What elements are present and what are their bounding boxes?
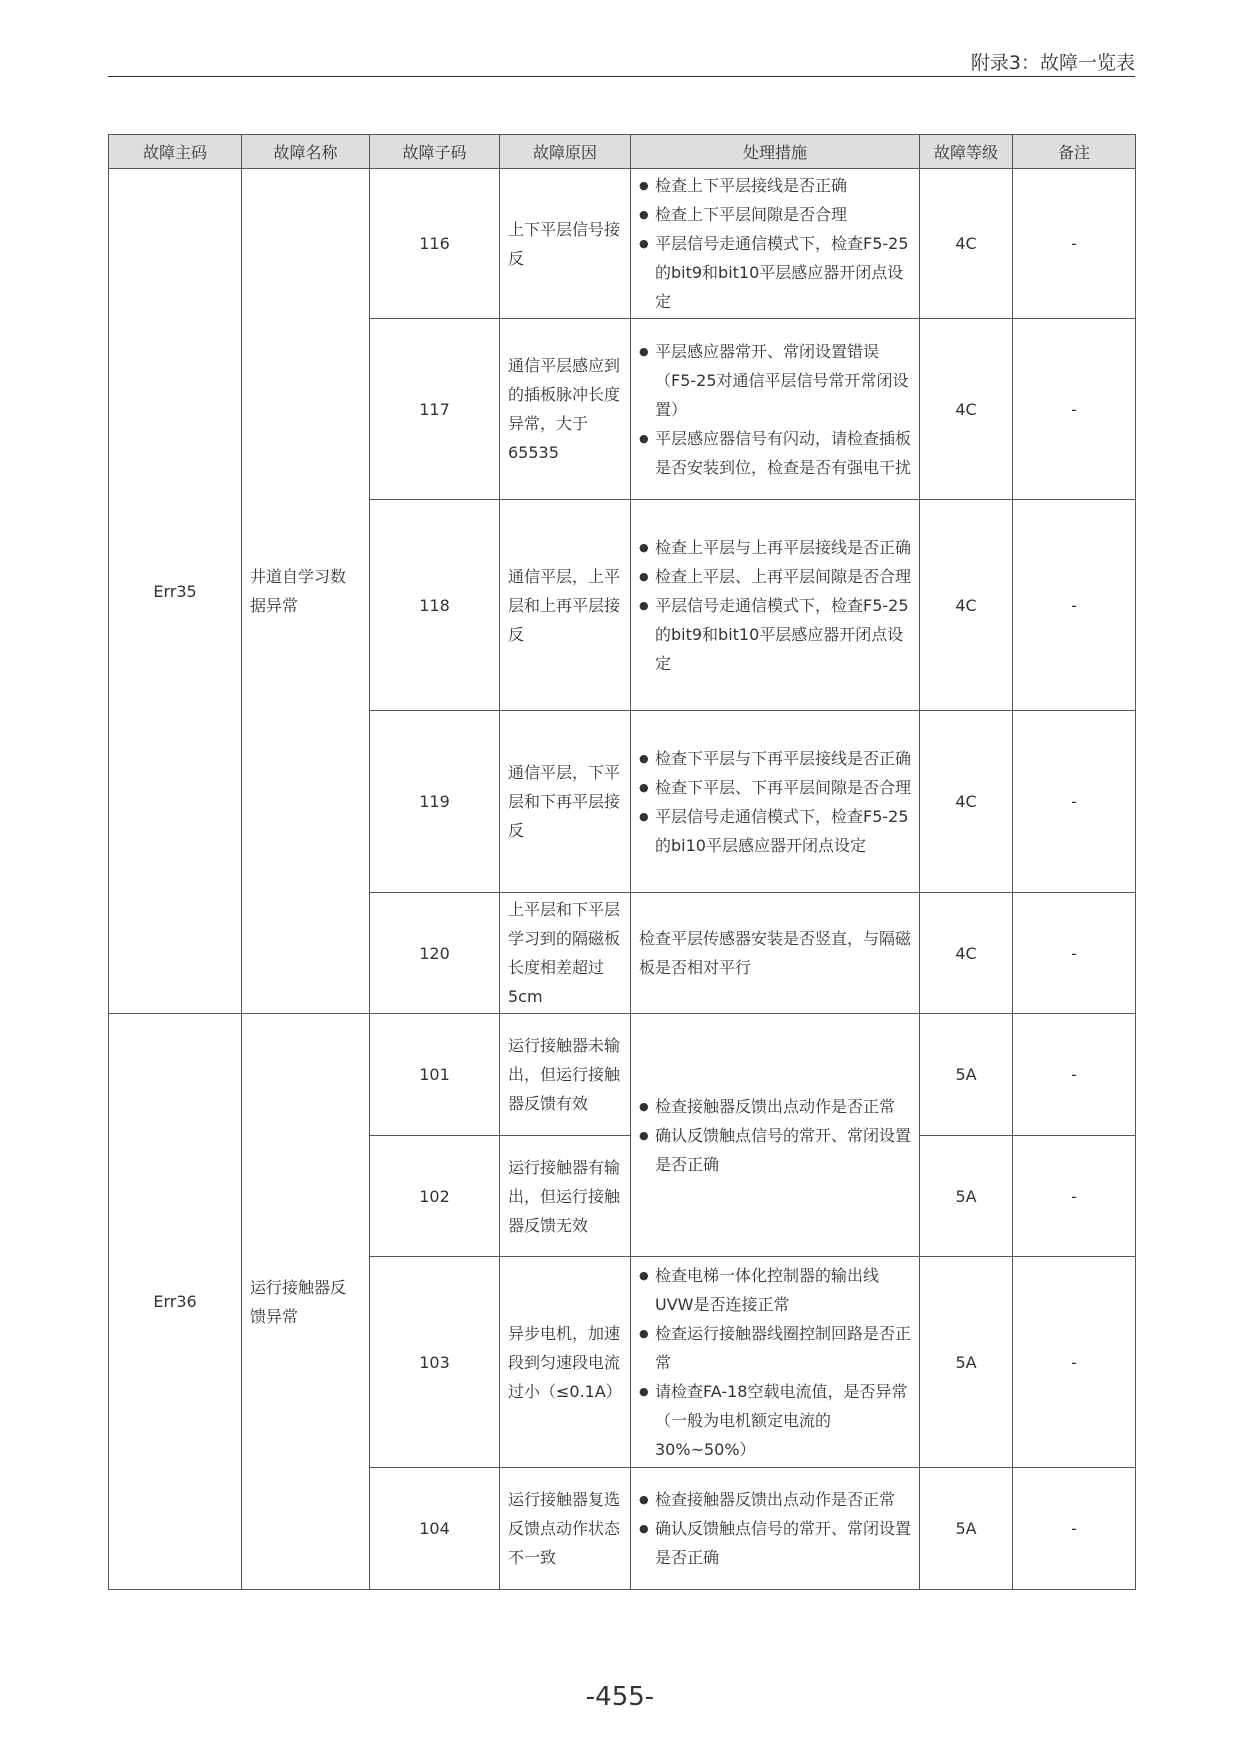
measures-cell [631, 169, 920, 319]
measures-cell [631, 319, 920, 500]
measure-item: ● 请检查FA-18空载电流值，是否异常（一般为电机额定电流的30%~50%） [639, 1377, 911, 1464]
measures-list [639, 171, 911, 316]
measure-item: ● 平层信号走通信模式下，检查F5-25的bit9和bit10平层感应器开闭点设定 [639, 591, 911, 678]
fault-name-cell: 运行接触器反馈异常 [242, 1014, 370, 1590]
measures-cell [631, 1468, 920, 1590]
table-row [109, 169, 1136, 319]
measures-cell [631, 1257, 920, 1468]
cause-cell: 通信平层，上平层和上再平层接反 [500, 500, 631, 711]
measure-item: ● 检查接触器反馈出点动作是否正常 [639, 1485, 911, 1514]
level-cell: 4C [920, 711, 1013, 893]
measure-item: ● 检查电梯一体化控制器的输出线UVW是否连接正常 [639, 1261, 911, 1319]
remark-cell: - [1013, 1468, 1136, 1590]
measures-cell [631, 711, 920, 893]
measure-item: ● 检查下平层、下再平层间隙是否合理 [639, 773, 911, 802]
measure-item: ● 平层感应器常开、常闭设置错误（F5-25对通信平层信号常开常闭设置） [639, 337, 911, 424]
measure-item: ● 平层信号走通信模式下，检查F5-25的bi10平层感应器开闭点设定 [639, 802, 911, 860]
remark-cell: - [1013, 1257, 1136, 1468]
measure-item: ● 确认反馈触点信号的常开、常闭设置是否正确 [639, 1121, 911, 1179]
measures-cell: 检查平层传感器安装是否竖直，与隔磁板是否相对平行 [631, 893, 920, 1014]
sub-code-cell: 118 [370, 500, 500, 711]
measures-list [639, 533, 911, 678]
page-number: -455- [585, 1682, 655, 1712]
level-cell: 4C [920, 169, 1013, 319]
remark-cell: - [1013, 1014, 1136, 1136]
remark-cell: - [1013, 711, 1136, 893]
measure-item: ● 检查运行接触器线圈控制回路是否正常 [639, 1319, 911, 1377]
cause-cell: 通信平层，下平层和下再平层接反 [500, 711, 631, 893]
remark-cell: - [1013, 169, 1136, 319]
cause-cell: 运行接触器有输出，但运行接触器反馈无效 [500, 1136, 631, 1257]
header-measures: 处理措施 [631, 135, 920, 169]
sub-code-cell: 103 [370, 1257, 500, 1468]
cause-cell: 运行接触器未输出，但运行接触器反馈有效 [500, 1014, 631, 1136]
measures-cell [631, 1014, 920, 1257]
measure-item: ● 检查上平层与上再平层接线是否正确 [639, 533, 911, 562]
main-code-cell: Err35 [109, 169, 242, 1014]
header-remark: 备注 [1013, 135, 1136, 169]
measures-list [639, 337, 911, 482]
sub-code-cell: 101 [370, 1014, 500, 1136]
remark-cell: - [1013, 319, 1136, 500]
measures-list [639, 1092, 911, 1179]
cause-cell: 异步电机，加速段到匀速段电流过小（≤0.1A） [500, 1257, 631, 1468]
sub-code-cell: 116 [370, 169, 500, 319]
cause-cell: 运行接触器复选反馈点动作状态不一致 [500, 1468, 631, 1590]
sub-code-cell: 119 [370, 711, 500, 893]
measures-list [639, 1485, 911, 1572]
measures-list [639, 744, 911, 860]
measure-item: ● 检查上下平层接线是否正确 [639, 171, 911, 200]
table-row [109, 1014, 1136, 1136]
cause-cell: 上平层和下平层学习到的隔磁板长度相差超过5cm [500, 893, 631, 1014]
level-cell: 5A [920, 1014, 1013, 1136]
remark-cell: - [1013, 500, 1136, 711]
remark-cell: - [1013, 1136, 1136, 1257]
cause-cell: 上下平层信号接反 [500, 169, 631, 319]
measures-list [639, 1261, 911, 1464]
header-divider [108, 76, 1135, 77]
sub-code-cell: 102 [370, 1136, 500, 1257]
level-cell: 4C [920, 319, 1013, 500]
measure-item: ● 平层感应器信号有闪动，请检查插板是否安装到位，检查是否有强电干扰 [639, 424, 911, 482]
measure-item: ● 检查下平层与下再平层接线是否正确 [639, 744, 911, 773]
header-cause: 故障原因 [500, 135, 631, 169]
remark-cell: - [1013, 893, 1136, 1014]
measure-item: ● 检查上平层、上再平层间隙是否合理 [639, 562, 911, 591]
table-header-row [109, 135, 1136, 169]
header-sub-code: 故障子码 [370, 135, 500, 169]
sub-code-cell: 117 [370, 319, 500, 500]
sub-code-cell: 120 [370, 893, 500, 1014]
measure-item: ● 平层信号走通信模式下，检查F5-25的bit9和bit10平层感应器开闭点设定 [639, 229, 911, 316]
fault-name-cell: 井道自学习数据异常 [242, 169, 370, 1014]
measure-item: ● 检查上下平层间隙是否合理 [639, 200, 911, 229]
measure-item: ● 确认反馈触点信号的常开、常闭设置是否正确 [639, 1514, 911, 1572]
page-header-title: 附录3：故障一览表 [970, 52, 1135, 74]
level-cell: 4C [920, 893, 1013, 1014]
main-code-cell: Err36 [109, 1014, 242, 1590]
cause-cell: 通信平层感应到的插板脉冲长度异常，大于65535 [500, 319, 631, 500]
level-cell: 5A [920, 1468, 1013, 1590]
measures-cell [631, 500, 920, 711]
sub-code-cell: 104 [370, 1468, 500, 1590]
header-level: 故障等级 [920, 135, 1013, 169]
level-cell: 5A [920, 1136, 1013, 1257]
header-fault-name: 故障名称 [242, 135, 370, 169]
fault-table [108, 134, 1136, 1590]
header-main-code: 故障主码 [109, 135, 242, 169]
measure-item: ● 检查接触器反馈出点动作是否正常 [639, 1092, 911, 1121]
level-cell: 5A [920, 1257, 1013, 1468]
level-cell: 4C [920, 500, 1013, 711]
